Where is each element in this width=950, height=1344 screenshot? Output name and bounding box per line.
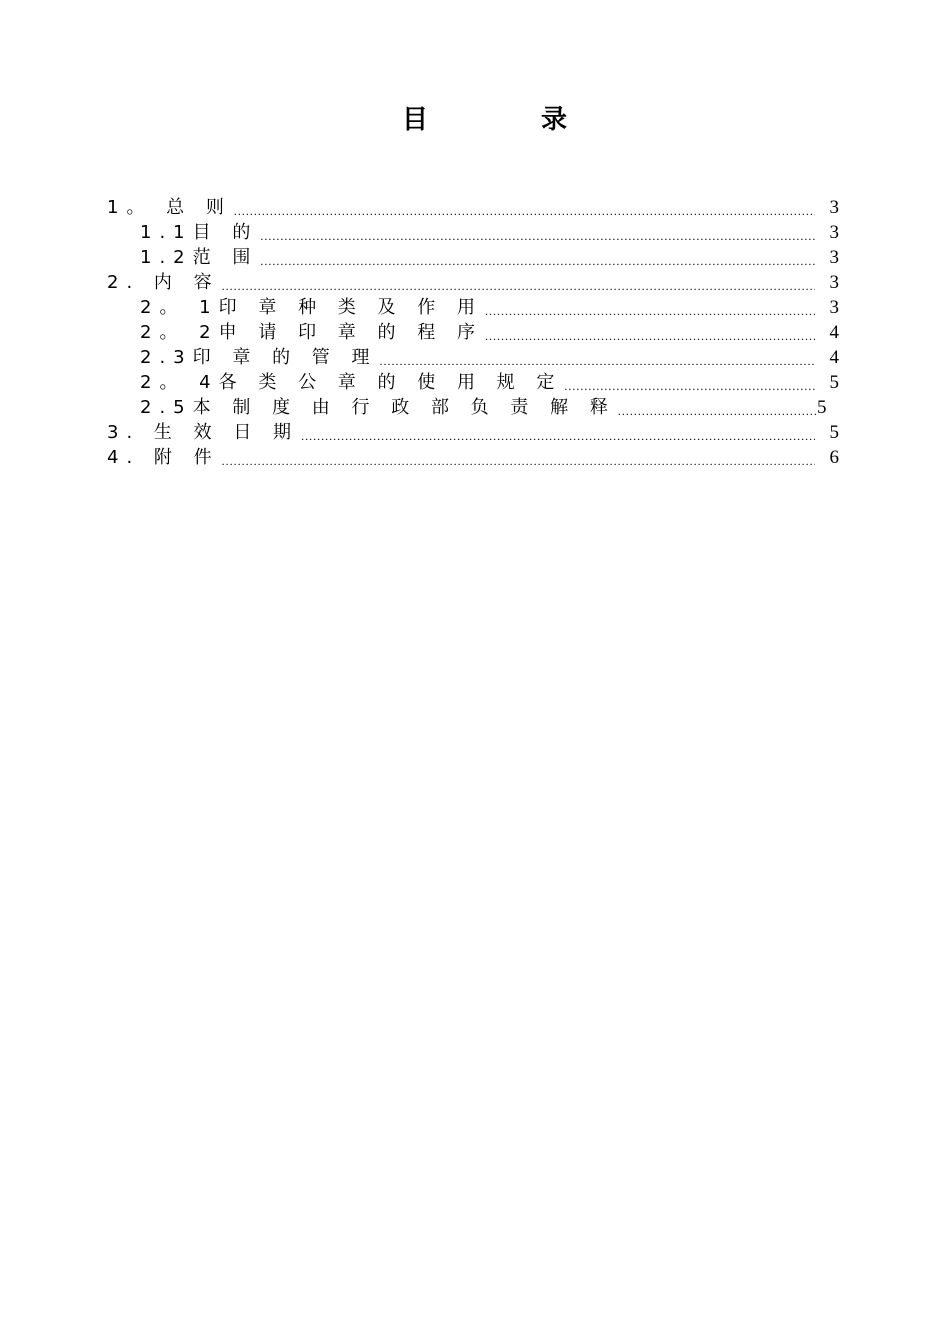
toc-entry-page: 6 [829,447,839,468]
toc-leader-dots [380,352,815,370]
toc-entry[interactable] [107,345,839,370]
toc-entry-page: 5 [817,397,827,418]
toc-entry[interactable] [107,245,839,270]
toc-entry-label: 4. 附 件 [107,447,220,468]
toc-leader-dots [301,427,815,445]
toc-leader-dots [618,402,817,420]
toc-leader-dots [485,327,815,345]
toc-entry-page: 5 [829,422,839,443]
toc-entry[interactable] [107,195,839,220]
toc-entry-page: 3 [829,297,839,318]
toc-entry-label: 2.3印 章 的 管 理 [140,347,378,368]
toc-entry-page: 3 [829,222,839,243]
toc-entry-label: 2. 内 容 [107,272,220,293]
toc-leader-dots [260,227,815,245]
toc-leader-dots [564,377,815,395]
toc-entry-page: 5 [829,372,839,393]
toc-entry-label: 2。 2申 请 印 章 的 程 序 [140,322,483,343]
toc-entry-label: 1。 总 则 [107,197,232,218]
toc-entry-page: 3 [829,247,839,268]
toc-entry[interactable] [107,420,839,445]
toc-title: 目 录 [401,105,620,135]
toc-entry[interactable] [107,320,839,345]
toc-entry-label: 2。 4各 类 公 章 的 使 用 规 定 [140,372,563,393]
toc-entry-page: 3 [829,197,839,218]
toc-leader-dots [485,302,815,320]
toc-leader-dots [222,277,815,295]
toc-entry[interactable] [107,445,839,470]
toc-entry-page: 4 [829,322,839,343]
table-of-contents [107,195,839,470]
toc-entry[interactable] [107,395,839,420]
toc-entry-label: 2。 1印 章 种 类 及 作 用 [140,297,483,318]
toc-entry-page: 4 [829,347,839,368]
toc-entry[interactable] [107,370,839,395]
toc-entry[interactable] [107,295,839,320]
toc-leader-dots [222,452,815,470]
toc-entry[interactable] [107,270,839,295]
toc-leader-dots [234,202,815,220]
toc-leader-dots [260,252,815,270]
toc-entry[interactable] [107,220,839,245]
toc-entry-label: 1.2范 围 [140,247,259,268]
toc-entry-label: 3. 生 效 日 期 [107,422,300,443]
toc-entry-label: 2.5本 制 度 由 行 政 部 负 责 解 释 [140,397,616,418]
toc-entry-page: 3 [829,272,839,293]
toc-entry-label: 1.1目 的 [140,222,259,243]
